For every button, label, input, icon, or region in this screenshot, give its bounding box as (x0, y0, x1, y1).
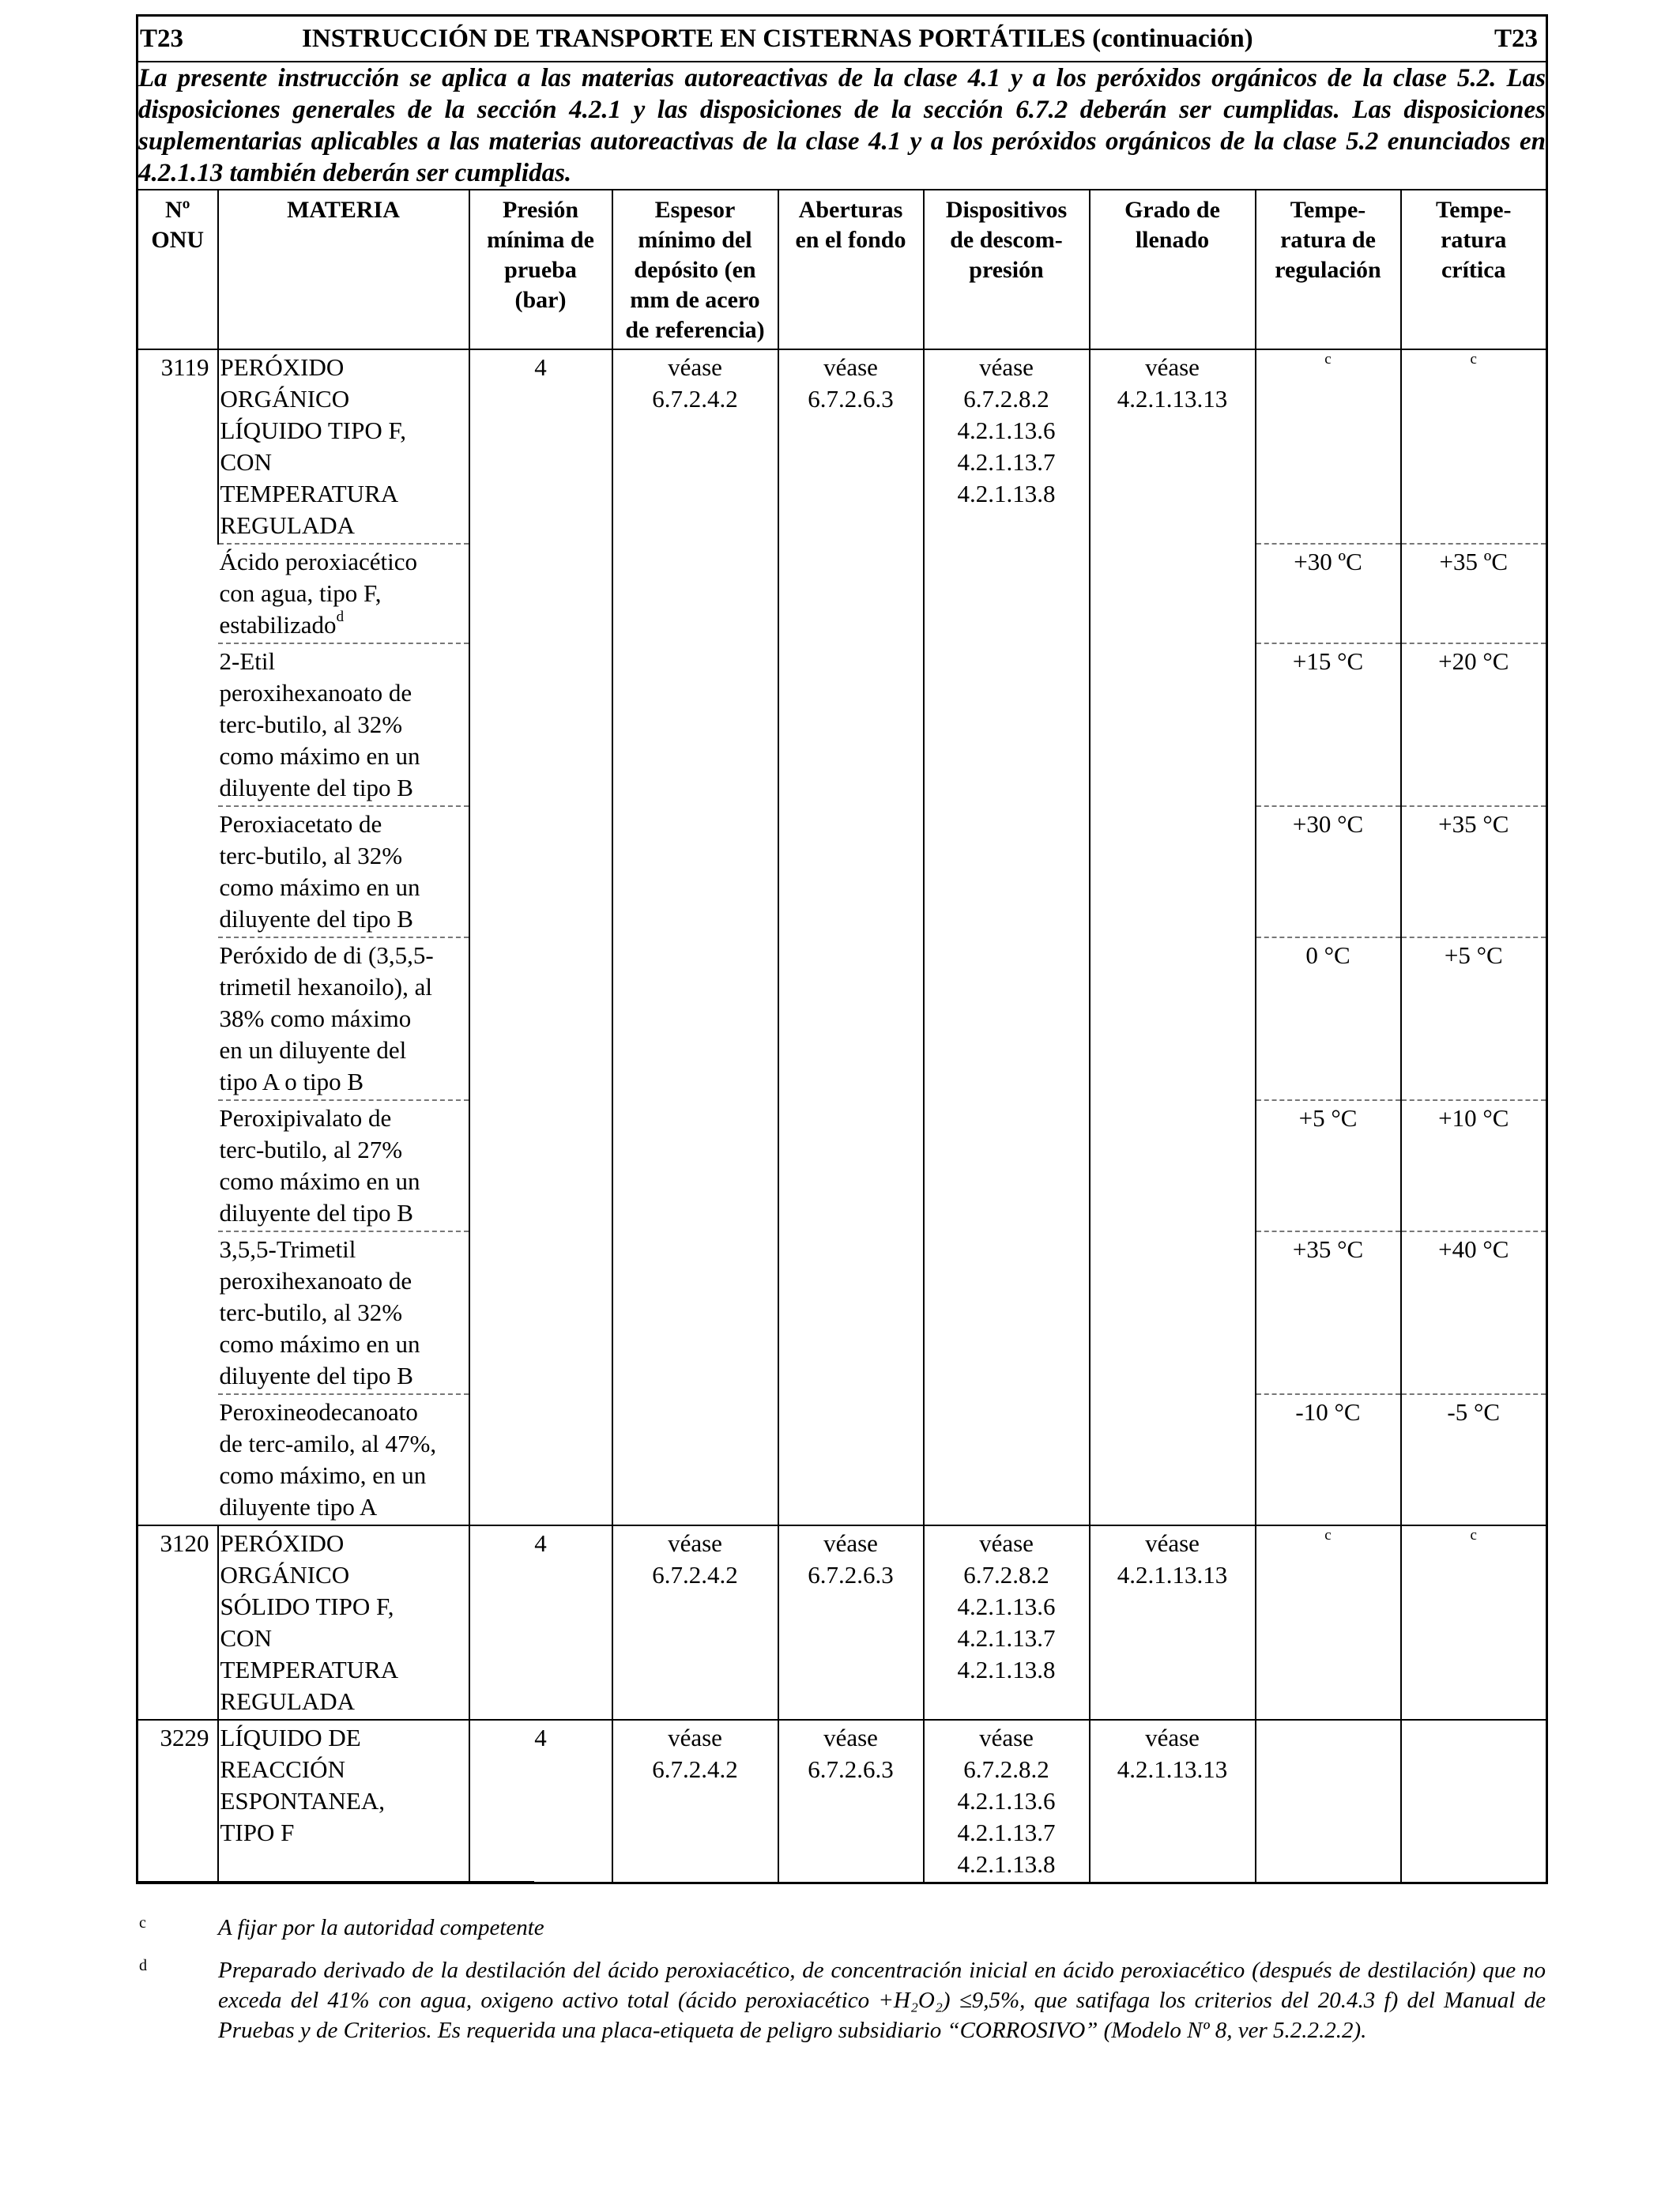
text-line: PERÓXIDO (220, 353, 345, 381)
text-line: TIPO F (220, 1819, 295, 1846)
text-line: CON (220, 448, 272, 476)
text-line: 6.7.2.4.2 (652, 1755, 738, 1783)
text-line-content: trimetil hexanoilo), al (219, 973, 432, 1001)
text-line: ONU (151, 227, 205, 253)
text-line (220, 1066, 467, 1098)
table-body (137, 349, 1547, 1883)
text-line (220, 940, 467, 971)
thickness-cell (612, 1720, 778, 1883)
pressure-cell: 4 (469, 1525, 612, 1720)
text-line: véase (823, 353, 878, 381)
text-line-content: como máximo, en un (219, 1461, 427, 1489)
text-line-content: diluyente del tipo B (219, 905, 413, 933)
text-line-content: diluyente tipo A (219, 1493, 378, 1521)
instruction-title: INSTRUCCIÓN DE TRANSPORTE EN CISTERNAS PORTÁTILES (continuación) (302, 25, 1253, 53)
critical-temp-cell: +35 °C (1401, 806, 1547, 937)
text-line: 6.7.2.4.2 (652, 1561, 738, 1589)
text-line: Dispositivos (945, 197, 1068, 223)
text-line-content: 2-Etil (219, 647, 276, 675)
materia-cell (218, 1525, 469, 1720)
col-onu (137, 190, 218, 349)
col-presion (469, 190, 612, 349)
bottom-openings-cell (778, 349, 924, 1525)
text-line-content: con agua, tipo F, (219, 579, 382, 607)
text-line: Grado de (1124, 197, 1220, 223)
text-line: regulación (1275, 257, 1381, 283)
text-line-content: como máximo en un (219, 742, 420, 770)
text-line: LÍQUIDO TIPO F, (220, 417, 406, 444)
text-line (220, 1397, 467, 1428)
footnote-ref: c (1470, 1526, 1477, 1544)
text-line (220, 1035, 467, 1066)
text-line: véase (979, 1529, 1034, 1557)
text-line (220, 578, 467, 609)
col-grado (1090, 190, 1256, 349)
text-line: Espesor (654, 197, 736, 223)
col-temp-critica (1401, 190, 1547, 349)
text-line-content: diluyente del tipo B (219, 774, 413, 801)
instruction-code-left: T23 (140, 25, 184, 53)
critical-temp-cell: +5 °C (1401, 937, 1547, 1100)
text-line: véase (668, 353, 722, 381)
instruction-table (136, 14, 1548, 1884)
materia-cell (218, 349, 469, 544)
control-temp-cell: +5 °C (1256, 1100, 1401, 1231)
text-line (220, 971, 467, 1003)
text-line: 4.2.1.13.8 (957, 1850, 1056, 1878)
bottom-openings-cell (778, 1525, 924, 1720)
text-line (220, 1166, 467, 1197)
text-line: 4.2.1.13.13 (1117, 1561, 1228, 1589)
footnote-text: Preparado derivado de la destilación del ácido peroxiacético, de concentración inicial en ácido peroxiacético (después de destilación) que no exceda del 41% con agua, oxigeno activo total (ácido peroxiacético +H₂O₂) ≤9,5%, que satifaga los criterios del 20.4.3 f) del Manual de Pruebas y de Criterios. Es requerida una placa-etiqueta de peligro subsidiario “CORROSIVO” (Modelo Nº 8, ver 5.2.2.2.2). (218, 1958, 1546, 2043)
text-line: 4.2.1.13.13 (1117, 385, 1228, 413)
control-temp-cell: +30 ºC (1256, 544, 1401, 643)
text-line: 4.2.1.13.6 (957, 1593, 1056, 1620)
document-page (136, 14, 1546, 1884)
filling-degree-cell (1090, 349, 1256, 1525)
text-line: véase (668, 1529, 722, 1557)
text-line: PERÓXIDO (220, 1529, 345, 1557)
formulation-cell (218, 1231, 469, 1394)
text-line (220, 741, 467, 772)
text-line (220, 1134, 467, 1166)
filling-degree-cell (1090, 1720, 1256, 1883)
formulation-cell (218, 1394, 469, 1525)
text-line: TEMPERATURA (220, 480, 399, 507)
column-headers (137, 190, 1547, 349)
text-line: CON (220, 1624, 272, 1652)
text-line-content: diluyente del tipo B (219, 1362, 413, 1389)
un-number-cell: 3120 (137, 1525, 218, 1720)
control-temp-cell: +15 °C (1256, 643, 1401, 806)
thickness-cell (612, 349, 778, 1525)
footnote-text: A fijar por la autoridad competente (218, 1915, 544, 1940)
text-line: Aberturas (798, 197, 903, 223)
text-line: REGULADA (220, 511, 355, 539)
footnote-ref: c (1470, 350, 1477, 368)
text-line-content: terc-butilo, al 32% (219, 842, 403, 869)
text-line: presión (969, 257, 1044, 283)
text-line: 6.7.2.6.3 (808, 1561, 894, 1589)
text-line (220, 677, 467, 709)
filling-degree-cell (1090, 1525, 1256, 1720)
table-row (137, 1525, 1547, 1720)
text-line (220, 809, 467, 840)
text-line: véase (979, 353, 1034, 381)
text-line: en el fondo (795, 227, 906, 253)
text-line (220, 772, 467, 804)
formulation-cell (218, 643, 469, 806)
bottom-openings-cell (778, 1720, 924, 1883)
text-line-content: peroxihexanoato de (219, 679, 412, 707)
text-line (220, 840, 467, 872)
critical-temp-cell: +35 ºC (1401, 544, 1547, 643)
pressure-cell: 4 (469, 349, 612, 1525)
text-line: Nº (164, 197, 190, 223)
table-row (137, 1720, 1547, 1883)
text-line: mínimo del (638, 227, 752, 253)
control-temp-cell (1256, 1525, 1401, 1720)
control-temp-cell (1256, 1720, 1401, 1883)
text-line: Tempe- (1290, 197, 1366, 223)
text-line-content: terc-butilo, al 27% (219, 1136, 403, 1163)
text-line: 6.7.2.8.2 (963, 1755, 1049, 1783)
text-line: (bar) (514, 287, 567, 313)
footnote-separator (136, 1881, 534, 1883)
text-line: 4.2.1.13.7 (957, 448, 1056, 476)
control-temp-cell: +35 °C (1256, 1231, 1401, 1394)
text-line: 4.2.1.13.7 (957, 1819, 1056, 1846)
footnote-ref: d (336, 608, 345, 625)
text-line (220, 609, 467, 641)
text-line (220, 1103, 467, 1134)
text-line: llenado (1135, 227, 1210, 253)
critical-temp-cell (1401, 1525, 1547, 1720)
thickness-cell (612, 1525, 778, 1720)
text-line: 6.7.2.4.2 (652, 385, 738, 413)
instruction-code-right: T23 (1494, 25, 1539, 53)
text-line-content: en un diluyente del (219, 1036, 407, 1064)
pressure-cell: 4 (469, 1720, 612, 1883)
text-line-content: Peroxineodecanoato (219, 1398, 418, 1426)
text-line (220, 872, 467, 903)
text-line: ORGÁNICO (220, 385, 350, 413)
text-line: véase (1145, 353, 1200, 381)
text-line: SÓLIDO TIPO F, (220, 1593, 394, 1620)
text-line-content: Peróxido de di (3,5,5- (219, 941, 434, 969)
formulation-cell (218, 1100, 469, 1231)
col-aberturas (778, 190, 924, 349)
text-line-content: como máximo en un (219, 873, 420, 901)
materia-cell (218, 1720, 469, 1883)
text-line: Presión (502, 197, 579, 223)
text-line: véase (668, 1724, 722, 1751)
col-dispositivos (924, 190, 1090, 349)
text-line: ORGÁNICO (220, 1561, 350, 1589)
critical-temp-cell (1401, 1720, 1547, 1883)
un-number-cell: 3229 (137, 1720, 218, 1883)
critical-temp-cell: +40 °C (1401, 1231, 1547, 1394)
formulation-cell (218, 937, 469, 1100)
text-line: depósito (en (634, 257, 756, 283)
text-line-content: tipo A o tipo B (219, 1068, 364, 1095)
text-line: 4.2.1.13.8 (957, 480, 1056, 507)
text-line: véase (823, 1529, 878, 1557)
text-line: TEMPERATURA (220, 1656, 399, 1683)
text-line (220, 1329, 467, 1360)
text-line: LÍQUIDO DE (220, 1724, 361, 1751)
footnote-ref: c (1324, 1526, 1332, 1544)
critical-temp-cell: -5 °C (1401, 1394, 1547, 1525)
text-line (220, 1265, 467, 1297)
text-line-content: terc-butilo, al 32% (219, 1299, 403, 1326)
formulation-cell (218, 544, 469, 643)
text-line: ratura (1441, 227, 1507, 253)
footnote-mark: d (139, 1957, 147, 1974)
footnote-mark: c (139, 1914, 146, 1932)
col-espesor (612, 190, 778, 349)
text-line: véase (1145, 1724, 1200, 1751)
relief-devices-cell (924, 349, 1090, 1525)
control-temp-cell: +30 °C (1256, 806, 1401, 937)
text-line: mm de acero (630, 287, 760, 313)
text-line (220, 646, 467, 677)
text-line-content: terc-butilo, al 32% (219, 711, 403, 738)
critical-temp-cell: +10 °C (1401, 1100, 1547, 1231)
text-line (220, 1491, 467, 1523)
text-line: 6.7.2.8.2 (963, 1561, 1049, 1589)
text-line (220, 1297, 467, 1329)
text-line (220, 1234, 467, 1265)
text-line: Tempe- (1435, 197, 1512, 223)
text-line: véase (979, 1724, 1034, 1751)
text-line-content: como máximo en un (219, 1330, 420, 1358)
text-line (220, 1197, 467, 1229)
col-materia (218, 190, 469, 349)
control-temp-cell: 0 °C (1256, 937, 1401, 1100)
critical-temp-cell: +20 °C (1401, 643, 1547, 806)
critical-temp-cell (1401, 349, 1547, 544)
text-line: de descom- (950, 227, 1063, 253)
text-line: 6.7.2.6.3 (808, 1755, 894, 1783)
text-line-content: 38% como máximo (219, 1005, 412, 1032)
intro-paragraph: La presente instrucción se aplica a las materias autoreactivas de la clase 4.1 y a los peróxidos orgánicos de la clase 5.2. Las disposiciones generales de la sección 4.2.1 y las disposiciones de la sección 6.7.2 deberán ser cumplidas. Las disposiciones suplementarias aplicables a las materias autoreactivas de la clase 4.1 y a los peróxidos orgánicos de la clase 5.2 enunciados en 4.2.1.13 también deberán ser cumplidas. (137, 62, 1547, 190)
text-line (220, 1003, 467, 1035)
control-temp-cell: -10 °C (1256, 1394, 1401, 1525)
table-title-bar (137, 16, 1547, 62)
text-line-content: diluyente del tipo B (219, 1199, 413, 1227)
text-line (220, 546, 467, 578)
text-line: véase (823, 1724, 878, 1751)
text-line-content: peroxihexanoato de (219, 1267, 412, 1295)
text-line: REGULADA (220, 1687, 355, 1715)
text-line (220, 1460, 467, 1491)
text-line: MATERIA (287, 197, 400, 223)
text-line: ratura de (1280, 227, 1376, 253)
formulation-cell (218, 806, 469, 937)
text-line: crítica (1441, 257, 1506, 283)
footnote-c (136, 1913, 1546, 1943)
text-line (220, 1428, 467, 1460)
text-line-content: Peroxiacetato de (219, 810, 382, 838)
text-line: 4.2.1.13.6 (957, 1787, 1056, 1815)
text-line: REACCIÓN (220, 1755, 345, 1783)
relief-devices-cell (924, 1720, 1090, 1883)
footnote-ref: c (1324, 350, 1332, 368)
text-line: 4.2.1.13.13 (1117, 1755, 1228, 1783)
text-line: prueba (504, 257, 577, 283)
text-line (220, 903, 467, 935)
text-line (220, 1360, 467, 1392)
text-line-content: Ácido peroxiacético (219, 548, 417, 575)
control-temp-cell (1256, 349, 1401, 544)
text-line-content: 3,5,5-Trimetil (219, 1235, 356, 1263)
text-line-content: de terc-amilo, al 47%, (219, 1430, 437, 1457)
text-line (220, 709, 467, 741)
text-line: 6.7.2.6.3 (808, 385, 894, 413)
text-line-content: como máximo en un (219, 1167, 420, 1195)
text-line-content: Peroxipivalato de (219, 1104, 392, 1132)
relief-devices-cell (924, 1525, 1090, 1720)
text-line: mínima de (487, 227, 594, 253)
text-line: véase (1145, 1529, 1200, 1557)
text-line: 4.2.1.13.7 (957, 1624, 1056, 1652)
text-line: ESPONTANEA, (220, 1787, 385, 1815)
text-line-content: estabilizado (219, 611, 337, 639)
text-line: de referencia) (625, 317, 765, 343)
text-line: 4.2.1.13.8 (957, 1656, 1056, 1683)
un-number-cell: 3119 (160, 353, 209, 381)
text-line: 4.2.1.13.6 (957, 417, 1056, 444)
text-line: 6.7.2.8.2 (963, 385, 1049, 413)
footnote-d (136, 1955, 1546, 2045)
table-row (137, 349, 1547, 544)
col-temp-regulacion (1256, 190, 1401, 349)
